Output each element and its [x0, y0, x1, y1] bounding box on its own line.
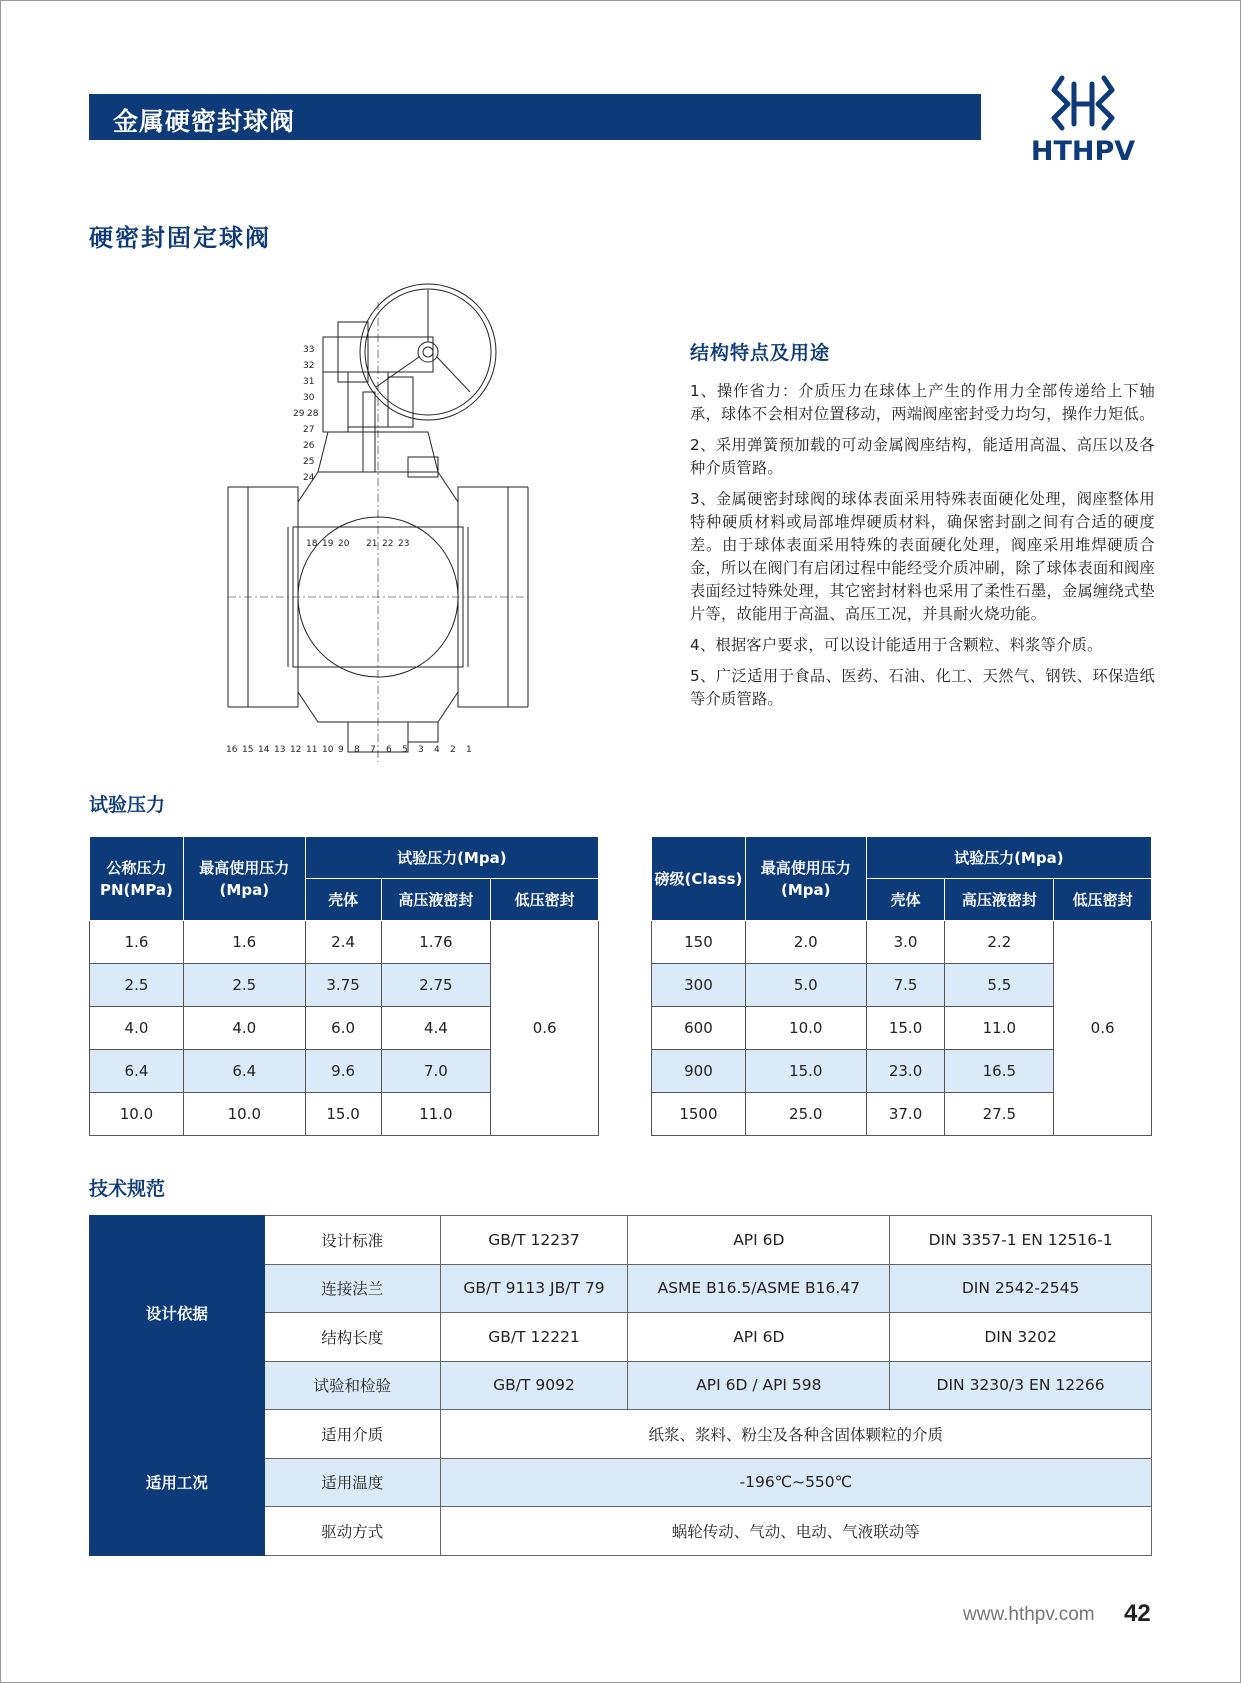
footer-url[interactable]: www.hthpv.com	[963, 1604, 1095, 1625]
part-label: 28	[307, 409, 319, 419]
cell: 10.0	[90, 1093, 184, 1136]
header-title-bar	[89, 94, 981, 140]
part-label: 22	[382, 539, 394, 549]
cell: 150	[652, 921, 746, 964]
part-label: 15	[242, 745, 254, 755]
cell: 2.5	[183, 964, 305, 1007]
part-label: 21	[366, 539, 378, 549]
cell: DIN 3357-1 EN 12516-1	[890, 1216, 1152, 1265]
cell: 2.75	[381, 964, 491, 1007]
header-test-pressure: 试验压力(Mpa)	[305, 837, 598, 879]
header-max-pressure: 最高使用压力(Mpa)	[745, 837, 866, 921]
cell: DIN 3202	[890, 1313, 1152, 1362]
header-low-seal: 低压密封	[491, 879, 599, 921]
cell: 15.0	[745, 1050, 866, 1093]
part-label: 6	[386, 745, 392, 755]
part-label: 9	[338, 745, 344, 755]
part-label: 1	[466, 745, 472, 755]
svg-text:HTHPV: HTHPV	[1030, 136, 1136, 167]
part-label: 33	[303, 345, 315, 355]
cell: 7.5	[866, 964, 945, 1007]
low-seal-value: 0.6	[1054, 921, 1152, 1136]
cell: 适用温度	[264, 1458, 440, 1507]
cell: GB/T 9092	[440, 1361, 628, 1410]
feature-item: 1、操作省力：介质压力在球体上产生的作用力全部传递给上下轴承，球体不会相对位置移动，两端阀座密封受力均匀，操作力矩低。	[690, 382, 1155, 423]
cell: API 6D / API 598	[628, 1361, 890, 1410]
feature-item: 3、金属硬密封球阀的球体表面采用特殊表面硬化处理，阀座整体用特种硬质材料或局部堆焊硬质材料，确保密封副之间有合适的硬度差。由于球体表面采用特殊的表面硬化处理，阀座采用堆焊硬质合金，所以在阀门有启闭过程中能经受介质冲刷，除了球体表面和阀座表面经过特殊处理，其它密封材料也采用了柔性石墨，金属缠绕式垫片等，故能用于高温、高压工况，并具耐火烧功能。	[690, 490, 1155, 623]
cell: 10.0	[745, 1007, 866, 1050]
part-label: 19	[322, 539, 334, 549]
header-shell: 壳体	[305, 879, 381, 921]
cell: GB/T 12237	[440, 1216, 628, 1265]
cell: 试验和检验	[264, 1361, 440, 1410]
header-pn: 公称压力PN(MPa)	[90, 837, 184, 921]
cell: 3.0	[866, 921, 945, 964]
cell: 600	[652, 1007, 746, 1050]
features-title: 结构特点及用途	[690, 342, 831, 364]
part-label: 16	[226, 745, 238, 755]
part-label: 3	[418, 745, 424, 755]
part-label: 13	[274, 745, 286, 755]
part-label: 18	[306, 539, 318, 549]
part-label: 24	[303, 473, 315, 483]
page-subtitle: 硬密封固定球阀	[89, 224, 271, 252]
cell: 11.0	[381, 1093, 491, 1136]
part-label: 10	[322, 745, 334, 755]
part-label: 14	[258, 745, 270, 755]
test-pressure-title: 试验压力	[89, 794, 166, 816]
test-pressure-table-pn	[89, 836, 599, 1136]
cell: 23.0	[866, 1050, 945, 1093]
cell: 5.0	[745, 964, 866, 1007]
cell: 15.0	[305, 1093, 381, 1136]
cell: DIN 3230/3 EN 12266	[890, 1361, 1152, 1410]
part-label: 5	[402, 745, 408, 755]
spec-title: 技术规范	[89, 1178, 166, 1200]
cell: 2.4	[305, 921, 381, 964]
cell: 6.0	[305, 1007, 381, 1050]
part-label: 31	[303, 377, 315, 387]
part-label: 27	[303, 425, 315, 435]
header-title: 金属硬密封球阀	[113, 107, 296, 136]
cell: 6.4	[183, 1050, 305, 1093]
part-label: 4	[434, 745, 440, 755]
features-list	[690, 380, 1155, 719]
page-number: 42	[1124, 1600, 1151, 1627]
header-shell: 壳体	[866, 879, 945, 921]
cell: API 6D	[628, 1313, 890, 1362]
cell: 4.0	[183, 1007, 305, 1050]
cell: 900	[652, 1050, 746, 1093]
part-label: 8	[354, 745, 360, 755]
feature-item: 2、采用弹簧预加载的可动金属阀座结构，能适用高温、高压以及各种介质管路。	[690, 436, 1155, 477]
cell: 4.4	[381, 1007, 491, 1050]
header-max-pressure: 最高使用压力(Mpa)	[183, 837, 305, 921]
cell: 6.4	[90, 1050, 184, 1093]
cell: 1.76	[381, 921, 491, 964]
cell: DIN 2542-2545	[890, 1264, 1152, 1313]
valve-drawing	[228, 282, 528, 762]
header-class: 磅级(Class)	[652, 837, 746, 921]
part-label: 2	[450, 745, 456, 755]
cell: GB/T 12221	[440, 1313, 628, 1362]
header-high-seal: 高压液密封	[381, 879, 491, 921]
cell: 300	[652, 964, 746, 1007]
cell: 1.6	[90, 921, 184, 964]
cell: 设计标准	[264, 1216, 440, 1265]
table-row	[90, 921, 599, 964]
group-design-basis: 设计依据	[90, 1216, 265, 1410]
company-logo	[1012, 70, 1154, 166]
cell: 7.0	[381, 1050, 491, 1093]
part-label: 12	[290, 745, 302, 755]
cell: 驱动方式	[264, 1507, 440, 1556]
header-high-seal: 高压液密封	[945, 879, 1054, 921]
part-label: 7	[370, 745, 376, 755]
cell: 10.0	[183, 1093, 305, 1136]
cell: 4.0	[90, 1007, 184, 1050]
cell: 1500	[652, 1093, 746, 1136]
cell: 16.5	[945, 1050, 1054, 1093]
part-label: 20	[338, 539, 350, 549]
cell: 25.0	[745, 1093, 866, 1136]
cell: 37.0	[866, 1093, 945, 1136]
header-low-seal: 低压密封	[1054, 879, 1152, 921]
group-conditions: 适用工况	[90, 1410, 265, 1556]
cell: 结构长度	[264, 1313, 440, 1362]
part-label: 29	[293, 409, 305, 419]
cell: 27.5	[945, 1093, 1054, 1136]
cell: 蜗轮传动、气动、电动、气液联动等	[440, 1507, 1151, 1556]
part-label: 30	[303, 393, 315, 403]
table-row	[652, 921, 1152, 964]
part-label: 25	[303, 457, 315, 467]
header-test-pressure: 试验压力(Mpa)	[866, 837, 1151, 879]
test-pressure-table-class	[651, 836, 1152, 1136]
cell: 2.0	[745, 921, 866, 964]
cell: 1.6	[183, 921, 305, 964]
feature-item: 4、根据客户要求，可以设计能适用于含颗粒、料浆等介质。	[690, 636, 1103, 654]
cell: ASME B16.5/ASME B16.47	[628, 1264, 890, 1313]
part-label: 32	[303, 361, 315, 371]
part-label: 11	[306, 745, 318, 755]
part-label: 26	[303, 441, 315, 451]
cell: 连接法兰	[264, 1264, 440, 1313]
cell: 15.0	[866, 1007, 945, 1050]
feature-item: 5、广泛适用于食品、医药、石油、化工、天然气、钢铁、环保造纸等介质管路。	[690, 667, 1155, 708]
cell: API 6D	[628, 1216, 890, 1265]
cell: 适用介质	[264, 1410, 440, 1459]
part-label: 23	[398, 539, 410, 549]
low-seal-value: 0.6	[491, 921, 599, 1136]
cell: 9.6	[305, 1050, 381, 1093]
cell: 5.5	[945, 964, 1054, 1007]
table-row	[90, 1410, 1152, 1459]
cell: 2.5	[90, 964, 184, 1007]
cell: GB/T 9113 JB/T 79	[440, 1264, 628, 1313]
cell: 2.2	[945, 921, 1054, 964]
cell: 纸浆、浆料、粉尘及各种含固体颗粒的介质	[440, 1410, 1151, 1459]
table-row	[90, 1216, 1152, 1265]
cell: 11.0	[945, 1007, 1054, 1050]
spec-table	[89, 1215, 1152, 1556]
cell: 3.75	[305, 964, 381, 1007]
cell: -196℃~550℃	[440, 1458, 1151, 1507]
